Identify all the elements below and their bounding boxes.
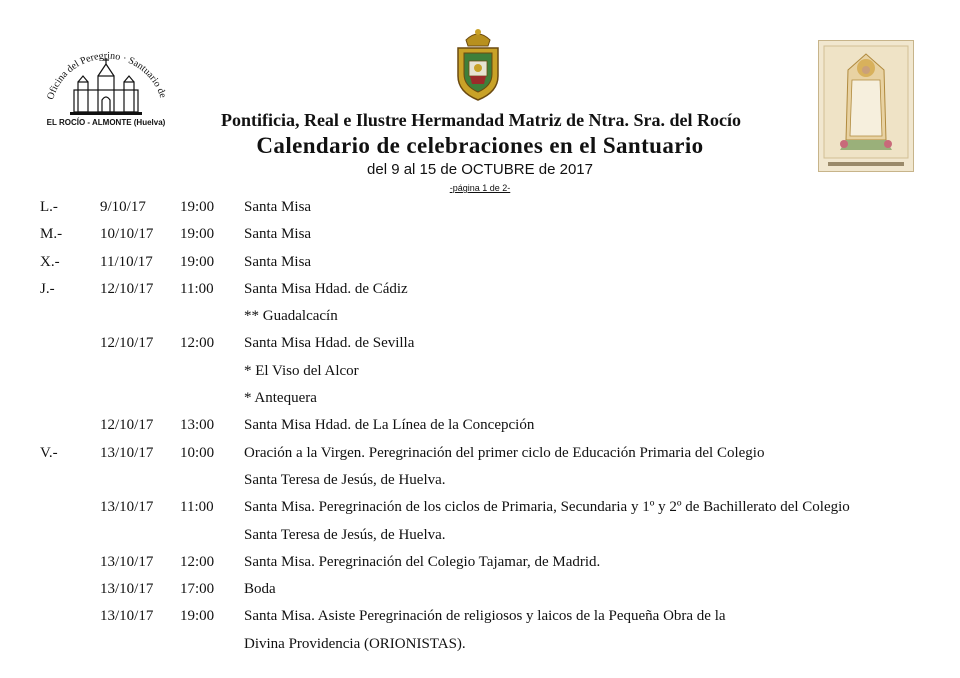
row-date: 12/10/17	[100, 417, 154, 434]
schedule-row	[0, 305, 960, 332]
sanctuary-illustration-icon	[40, 38, 172, 118]
row-description: Santa Misa	[244, 199, 312, 215]
row-date: 13/10/17	[100, 608, 154, 625]
row-time: 19:00	[180, 253, 215, 270]
row-description: Santa Misa. Asiste Peregrinación de religiosos y laicos de la Pequeña Obra de la	[244, 608, 726, 625]
schedule-row	[0, 196, 960, 223]
row-description: Santa Teresa de Jesús, de Huelva.	[244, 471, 446, 488]
row-date: 13/10/17	[100, 581, 154, 598]
row-description: Santa Misa Hdad. de Sevilla	[244, 335, 415, 352]
row-description: * El Viso del Alcor	[244, 362, 359, 379]
schedule-row	[0, 278, 960, 305]
brotherhood-title: Pontificia, Real e Ilustre Hermandad Matriz de Ntra. Sra. del Rocío	[220, 110, 742, 130]
row-date: 13/10/17	[100, 499, 154, 516]
schedule-row	[0, 551, 960, 578]
schedule-row	[0, 524, 960, 551]
row-time: 12:00	[180, 553, 215, 570]
row-description: * Antequera	[244, 390, 317, 407]
row-date: 10/10/17	[100, 226, 154, 243]
schedule-row	[0, 387, 960, 414]
row-day: V.-	[40, 444, 58, 461]
schedule-row	[0, 251, 960, 278]
coat-of-arms-icon	[448, 26, 508, 104]
row-time: 13:00	[180, 417, 215, 434]
row-time: 19:00	[180, 608, 215, 625]
row-date: 9/10/17	[100, 199, 146, 215]
date-range: del 9 al 15 de OCTUBRE de 2017	[367, 161, 593, 178]
row-time: 11:00	[180, 280, 214, 297]
row-time: 19:00	[180, 199, 215, 215]
row-description: ** Guadalcacín	[244, 308, 338, 325]
row-time: 12:00	[180, 335, 215, 352]
row-description: Santa Misa. Peregrinación del Colegio Tajamar, de Madrid.	[244, 553, 601, 570]
row-date: 13/10/17	[100, 553, 154, 570]
schedule-row	[0, 633, 960, 660]
page-indicator: -página 1 de 2-	[449, 183, 511, 193]
row-date: 12/10/17	[100, 280, 154, 297]
schedule-row	[0, 414, 960, 441]
row-description: Oración a la Virgen. Peregrinación del primer ciclo de Educación Primaria del Colegio	[244, 444, 765, 461]
row-description: Santa Teresa de Jesús, de Huelva.	[244, 526, 446, 543]
schedule-row	[0, 578, 960, 605]
row-day: L.-	[40, 199, 58, 215]
schedule-row	[0, 360, 960, 387]
row-description: Divina Providencia (ORIONISTAS).	[244, 635, 466, 652]
schedule-row	[0, 223, 960, 250]
row-date: 11/10/17	[100, 253, 153, 270]
row-description: Santa Misa Hdad. de La Línea de la Concepción	[244, 417, 535, 434]
row-day: J.-	[40, 280, 55, 297]
calendar-title: Calendario de celebraciones en el Santuario	[256, 133, 704, 158]
row-time: 11:00	[180, 499, 214, 516]
row-date: 12/10/17	[100, 335, 154, 352]
row-description: Boda	[244, 581, 276, 598]
row-date: 13/10/17	[100, 444, 154, 461]
svg-text:Oficina del Peregrino · Santua	[40, 38, 169, 102]
brotherhood-crest	[448, 26, 508, 104]
row-description: Santa Misa. Peregrinación de los ciclos de Primaria, Secundaria y 1º y 2º de Bachillerato del Colegio	[244, 499, 850, 516]
row-day: X.-	[40, 253, 60, 270]
row-description: Santa Misa	[244, 226, 312, 243]
row-description: Santa Misa	[244, 253, 312, 270]
schedule-row	[0, 469, 960, 496]
row-time: 10:00	[180, 444, 215, 461]
schedule-row	[0, 332, 960, 359]
row-day: M.-	[40, 226, 63, 243]
schedule-row	[0, 605, 960, 632]
row-time: 17:00	[180, 581, 215, 598]
row-time: 19:00	[180, 226, 215, 243]
schedule-row	[0, 442, 960, 469]
seal-arc-text: Oficina del Peregrino · Santuario de	[45, 50, 169, 102]
row-description: Santa Misa Hdad. de Cádiz	[244, 280, 408, 297]
seal-location: EL ROCÍO - ALMONTE (Huelva)	[46, 118, 166, 127]
schedule-list	[0, 196, 960, 660]
schedule-row	[0, 496, 960, 523]
